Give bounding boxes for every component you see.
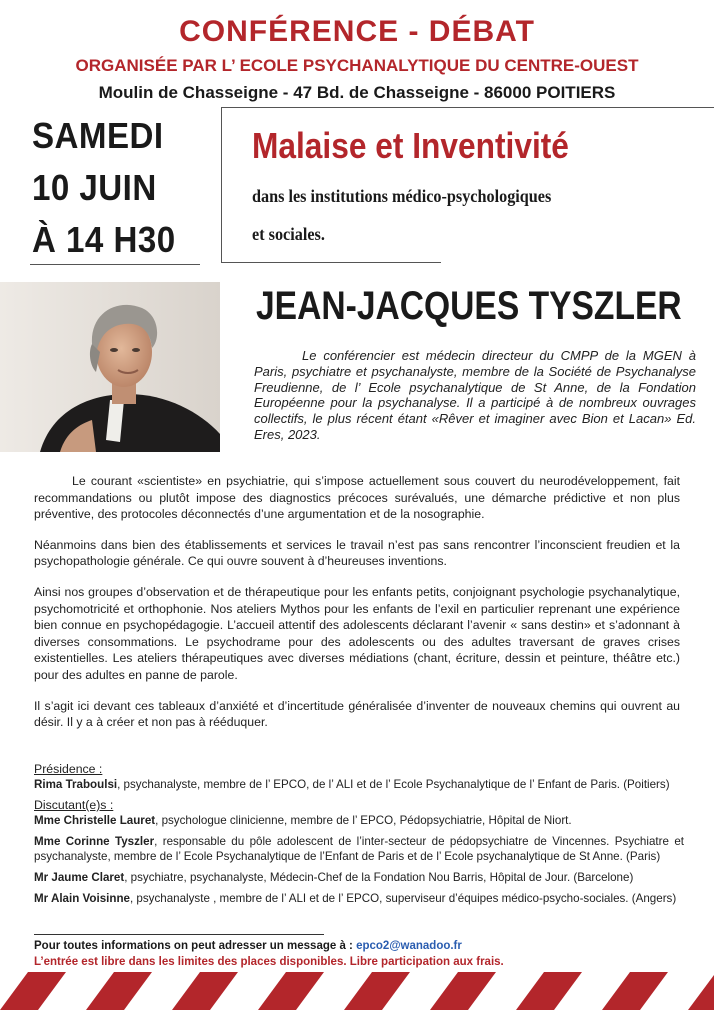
date-day: SAMEDI	[32, 115, 164, 156]
conference-subtitle-line1: dans les institutions médico-psychologiques	[252, 186, 552, 206]
person-desc: , psychanalyste , membre de l’ ALI et de l’ EPCO, superviseur d’équipes médico-psycho-sociales. (Angers)	[129, 892, 677, 905]
date-day-month: 10 JUIN	[32, 167, 157, 208]
divider-top	[221, 107, 714, 108]
divider-date	[30, 264, 200, 265]
person-name: Mr Alain Voisinne	[34, 892, 130, 905]
venue-address: Moulin de Chasseigne - 47 Bd. de Chasseigne - 86000 POITIERS	[98, 83, 616, 102]
presidence-person	[34, 777, 684, 792]
event-title: CONFÉRENCE - DÉBAT	[179, 15, 535, 48]
person-desc: , psychologue clinicienne, membre de l’ EPCO, Pédopsychiatrie, Hôpital de Niort.	[155, 814, 572, 827]
paragraph-1: Le courant «scientiste» en psychiatrie, qui s’impose actuellement sous couvert du neurodéveloppement, fait recommandations ou plutôt impose des diagnostics précoces surévalués, une démarche prédictive et non plus préventive, des protocoles déconnectés d’une argumentation et de la nosographie.	[34, 474, 680, 522]
person-desc: , psychiatre, psychanalyste, Médecin-Chef de la Fondation Nou Barris, Hôpital de Jour. (Barcelone)	[124, 871, 634, 884]
organizer-line: ORGANISÉE PAR L’ ECOLE PSYCHANALYTIQUE DU CENTRE-OUEST	[75, 56, 639, 75]
footer-entry-note: L’entrée est libre dans les limites des places disponibles. Libre participation aux frais.	[34, 956, 504, 968]
footer-contact	[34, 940, 462, 952]
discutant-person	[34, 870, 684, 885]
speaker-name: JEAN-JACQUES TYSZLER	[256, 284, 682, 328]
divider-vertical	[221, 107, 222, 263]
conference-subtitle-line2: et sociales.	[252, 224, 325, 244]
speaker-portrait-illustration	[0, 282, 220, 452]
decorative-stripes	[0, 972, 714, 1010]
paragraph-3: Ainsi nos groupes d’observation et de thérapeutique pour les enfants petits, conjoignant psychologie psychanalytique, psychomotricité et orthophonie. Nos ateliers Mythos pour les enfants de l’exil en particulier reprenant une expérience bien connue en psychopédagogie. L’accueil attentif des adolescents déclarant l’avenir « sans destin» et s’adonnant à diverses consommations. Le psychodrame pour des adolescents ou des adultes traversant de graves crises existentielles. Les ateliers thérapeutiques avec diverses médiations (chant, écriture, dessin et peinture, théâtre etc.) pour des adultes en panne de parole.	[34, 584, 680, 682]
person-name: Rima Traboulsi	[34, 778, 118, 791]
conference-title: Malaise et Inventivité	[252, 125, 569, 166]
speaker-bio: Le conférencier est médecin directeur du CMPP de la MGEN à Paris, psychiatre et psychanalyste, membre de la Société de Psychanalyse Freudienne, de l’ Ecole psychanalytique de St Anne, de la Fondation Européenne pour la psychanalyse. Il a participé à de nombreux ouvrages collectifs, le plus récent étant «Rêver et imaginer avec Bion et Lacan» Ed. Eres, 2023.	[254, 348, 696, 442]
discutants-label: Discutant(e)s :	[34, 798, 114, 812]
person-desc: , psychanalyste, membre de l’ EPCO, de l’ ALI et de l’ Ecole Psychanalytique de l’ Enfant de Paris. (Poitiers)	[117, 778, 670, 791]
person-name: Mme Corinne Tyszler	[34, 835, 155, 848]
discutant-person	[34, 834, 684, 864]
discutant-person	[34, 891, 684, 906]
footer-divider	[34, 934, 324, 935]
speaker-photo	[0, 282, 220, 452]
participants-section	[34, 762, 684, 912]
divider-middle	[221, 262, 441, 263]
description-body	[34, 473, 680, 745]
footer-contact-text: Pour toutes informations on peut adresser un message à :	[34, 940, 353, 952]
person-name: Mme Christelle Lauret	[34, 814, 156, 827]
paragraph-2: Néanmoins dans bien des établissements et services le travail n’est pas sans rencontrer l’inconscient freudien et la psychopathologie générale. Ce qui ouvre souvent à d’heureuses inventions.	[34, 537, 680, 569]
person-desc: , responsable du pôle adolescent de l’inter-secteur de pédopsychiatre de Vincennes. Psychiatre et psychanalyste, membre de l’ Ecole Psychanalytique de l’Enfant de Paris et de l’ Ecole psychanalytique de St Anne. (Paris)	[34, 835, 684, 863]
discutant-person	[34, 813, 684, 828]
presidence-label: Présidence :	[34, 762, 103, 776]
paragraph-4: Il s’agit ici devant ces tableaux d’anxiété et d’incertitude généralisée d’inventer de nouveaux chemins qui ouvrent au désir. Il y a à créer et non pas à rééduquer.	[34, 698, 680, 730]
date-time: À 14 H30	[32, 219, 176, 260]
contact-email-link[interactable]: epco2@wanadoo.fr	[356, 940, 462, 952]
person-name: Mr Jaume Claret	[34, 871, 125, 884]
